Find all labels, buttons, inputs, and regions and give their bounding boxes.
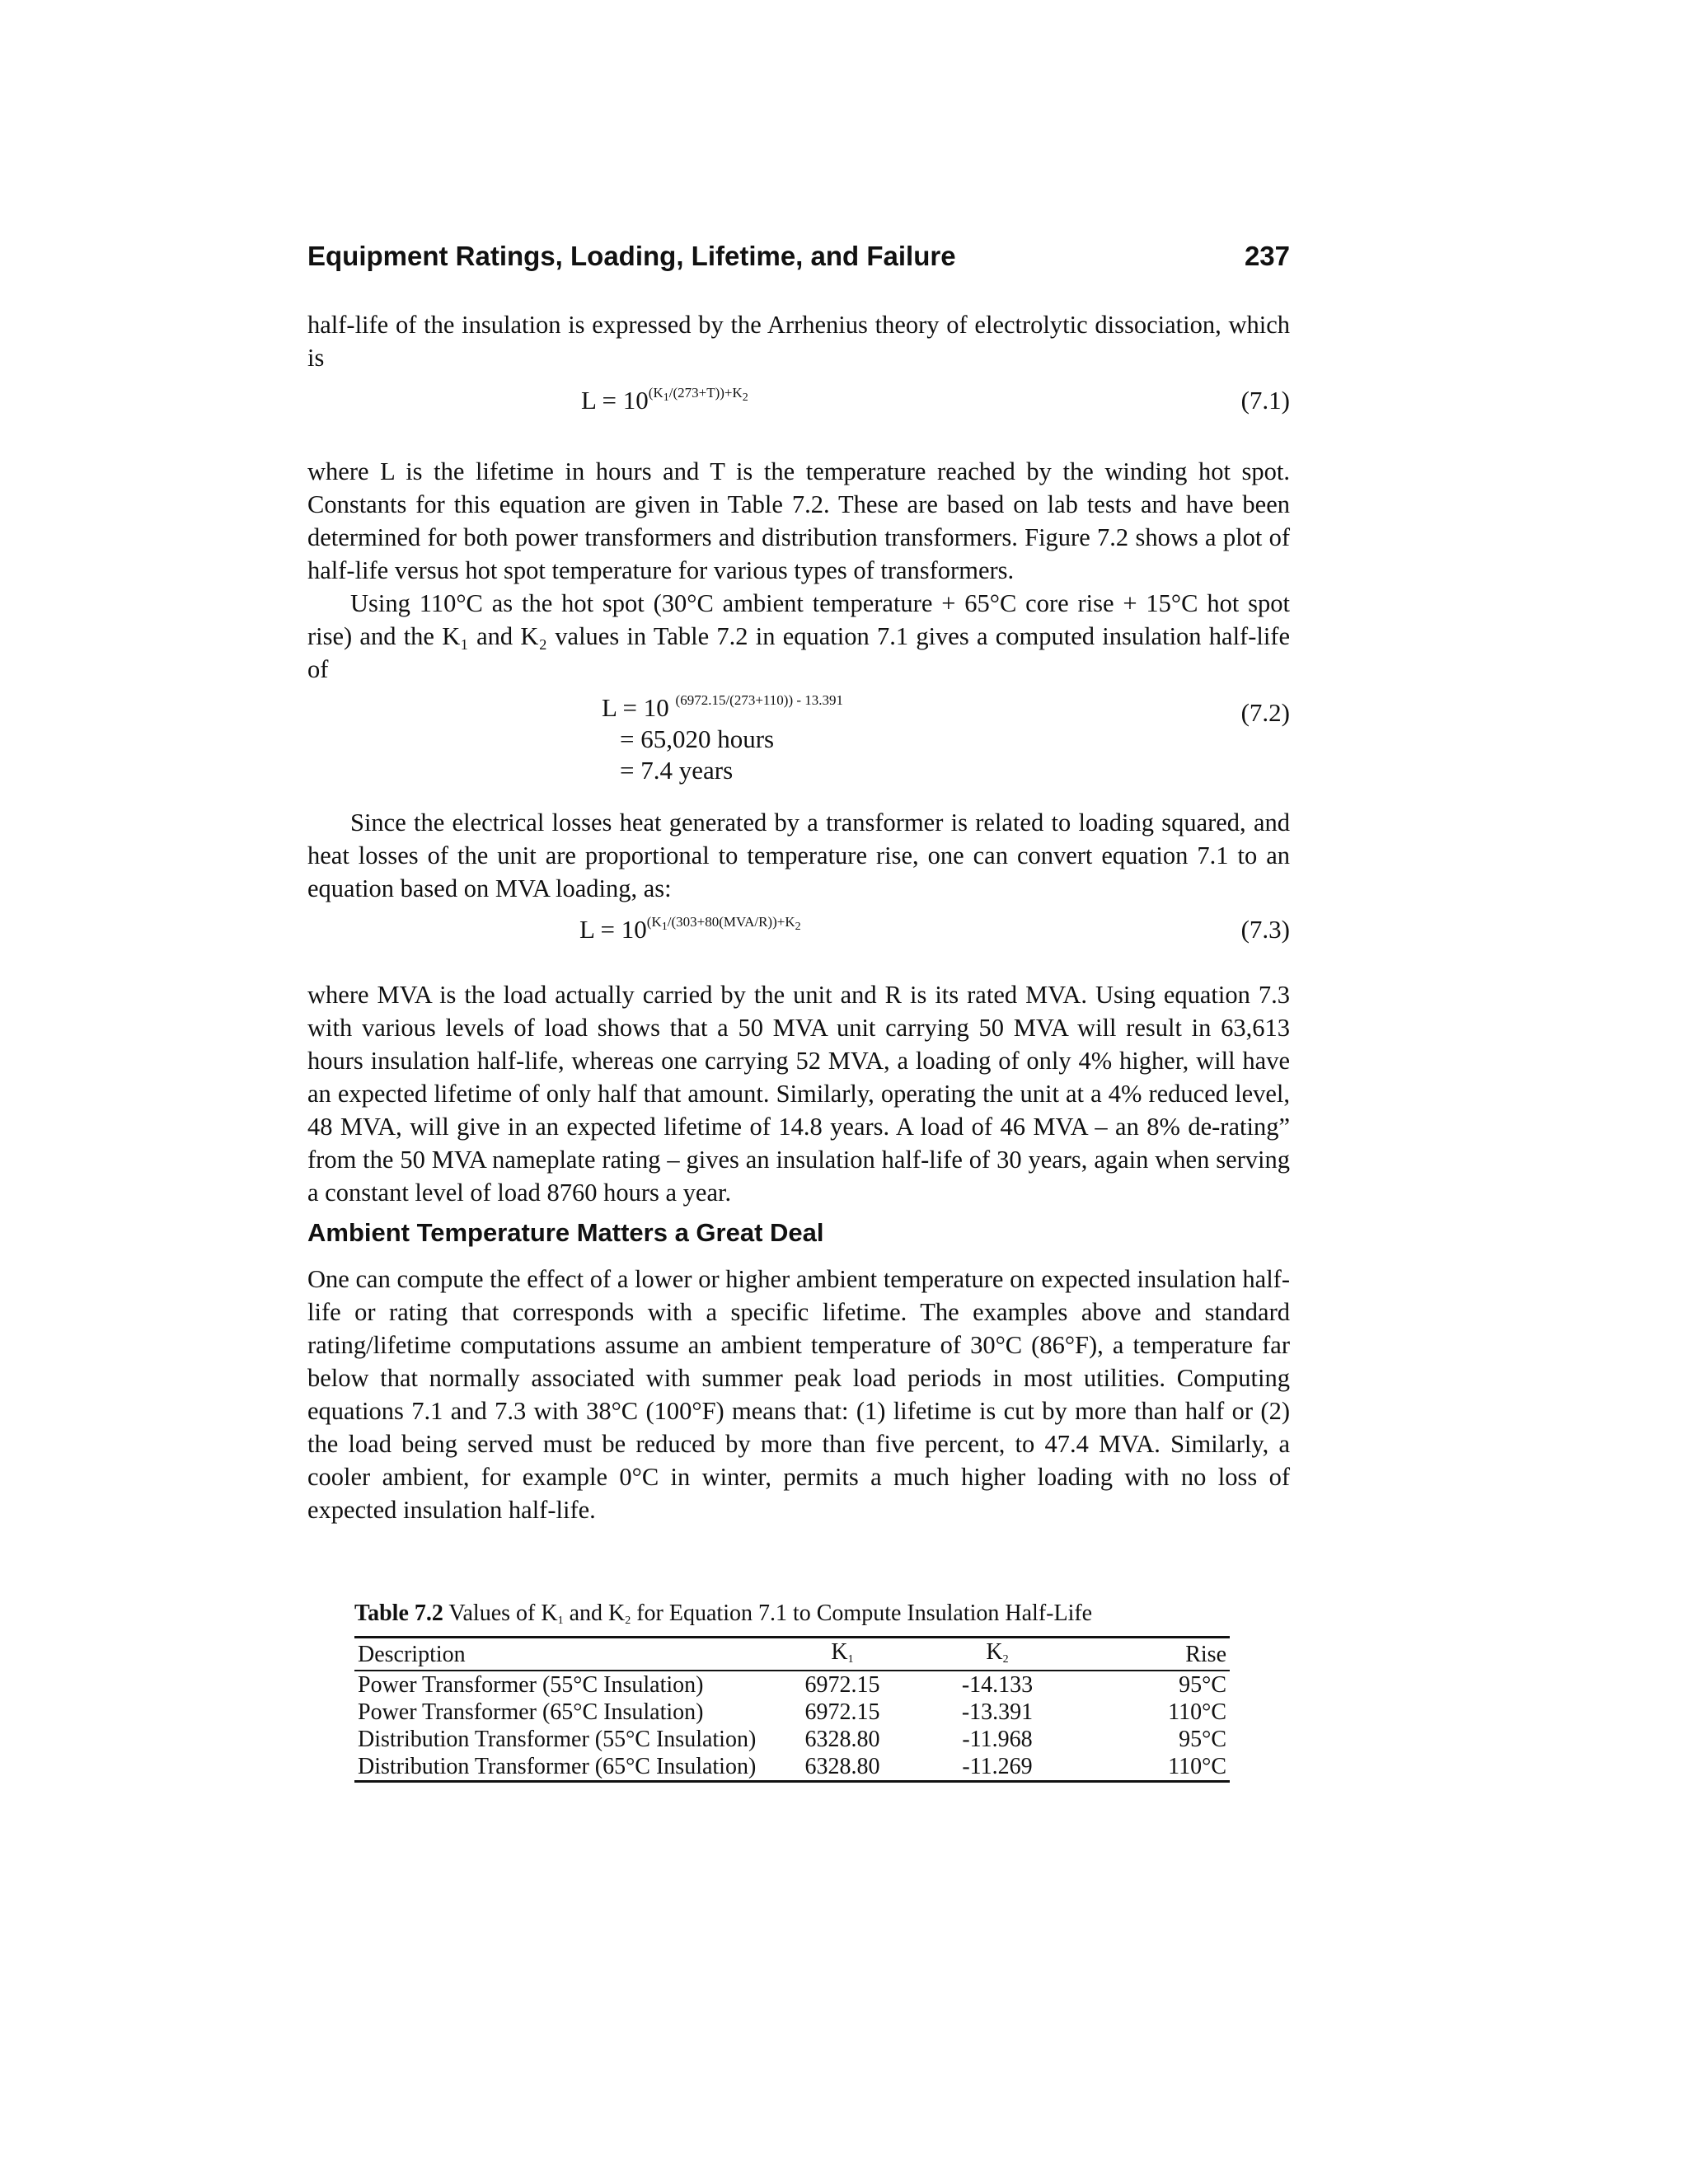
- equation-7-2: [602, 692, 1290, 786]
- table-caption-b: and K: [563, 1601, 626, 1626]
- header-k1: [773, 1638, 912, 1671]
- cell-description: Distribution Transformer (55°C Insulation): [358, 1727, 757, 1752]
- running-header-title: Equipment Ratings, Loading, Lifetime, and Failure: [307, 241, 956, 271]
- equation-7-1-exponent: [648, 385, 748, 404]
- table-caption-sub2: 2: [625, 1615, 631, 1627]
- paragraph-6: [307, 1263, 1290, 1526]
- cell-description: Distribution Transformer (65°C Insulation): [358, 1754, 757, 1779]
- equation-7-1-exp-sub2: 2: [742, 391, 748, 404]
- paragraph-2-text: where L is the lifetime in hours and T is the temperature reached by the winding hot spot. Constants for this equation are given in Table 7.2. These are based on lab tests and have been determined for both power transformers and distribution transformers. Figure 7.2 shows a plot of half-life versus hot spot temperature for various types of transformers.: [307, 457, 1290, 584]
- cell-k1: 6972.15: [804, 1672, 880, 1698]
- equation-7-1-exp-b: /(273+T))+K: [668, 385, 743, 401]
- paragraph-4: [307, 806, 1290, 905]
- table-caption-a: Values of K: [443, 1601, 558, 1626]
- table-caption-c: for Equation 7.1 to Compute Insulation Half-Life: [631, 1601, 1093, 1626]
- equation-7-2-body: [602, 692, 843, 728]
- paragraph-5: [307, 978, 1290, 1209]
- section-heading: Ambient Temperature Matters a Great Deal: [307, 1218, 824, 1247]
- table-caption: [354, 1599, 1230, 1633]
- table-caption-sub1: 1: [557, 1615, 564, 1627]
- equation-7-3-exp-a: (K: [646, 914, 662, 930]
- equation-7-3-exp-sub1: 1: [661, 921, 668, 933]
- equation-7-3-body: [579, 915, 801, 944]
- equation-7-3-exp-sub2: 2: [795, 921, 801, 933]
- paragraph-2: [307, 455, 1290, 587]
- table-caption-label: Table 7.2: [354, 1601, 443, 1626]
- table-header-row: [354, 1638, 1230, 1671]
- equation-7-3-number: (7.3): [1240, 915, 1290, 944]
- header-k1-label: K: [831, 1639, 848, 1665]
- equation-7-3: [307, 915, 1290, 956]
- paragraph-3-text: Using 110°C as the hot spot (30°C ambient temperature + 65°C core rise + 15°C hot spot rise) and the K₁ and K₂ values in Table 7.2 in equation 7.1 gives a computed insulation half-life of: [307, 589, 1290, 683]
- cell-k2: -11.968: [962, 1727, 1033, 1752]
- cell-k2: -14.133: [961, 1672, 1034, 1698]
- equation-7-1-exp-a: (K: [648, 385, 663, 401]
- cell-rise: 95°C: [1179, 1672, 1226, 1698]
- equation-7-2-number: (7.2): [1240, 698, 1290, 727]
- cell-k1: 6972.15: [804, 1699, 880, 1725]
- paragraph-1-text: half-life of the insulation is expressed by the Arrhenius theory of electrolytic dissociation, which is: [307, 311, 1290, 372]
- cell-description: Power Transformer (55°C Insulation): [358, 1672, 704, 1698]
- cell-k1: 6328.80: [804, 1754, 880, 1779]
- equation-7-3-exponent: [646, 914, 801, 933]
- cell-description: Power Transformer (65°C Insulation): [358, 1699, 704, 1725]
- equation-7-2-lhs: L = 10: [602, 693, 669, 722]
- header-k2-sub: 2: [1002, 1653, 1009, 1666]
- equation-7-2-exponent: (6972.15/(273+110)) - 13.391: [675, 692, 844, 708]
- equation-7-2-line-3: = 7.4 years: [620, 756, 734, 785]
- paragraph-3: [307, 587, 1290, 686]
- table-row: [354, 1699, 1230, 1726]
- equation-7-2-line-1: [602, 692, 1290, 727]
- equation-7-2-line-2: = 65,020 hours: [620, 724, 775, 753]
- running-header: [307, 241, 1290, 282]
- equation-7-1-number: (7.1): [1240, 386, 1290, 415]
- header-k1-sub: 1: [847, 1653, 854, 1666]
- table-7-2: [354, 1599, 1230, 1783]
- table-row: [354, 1726, 1230, 1753]
- table-row: [354, 1671, 1230, 1699]
- table-row: [354, 1753, 1230, 1782]
- insulation-table: [354, 1636, 1230, 1783]
- cell-rise: 110°C: [1168, 1754, 1226, 1779]
- cell-k2: -13.391: [961, 1699, 1034, 1725]
- cell-rise: 110°C: [1168, 1699, 1226, 1725]
- cell-rise: 95°C: [1179, 1727, 1226, 1752]
- equation-7-3-exp-b: /(303+80(MVA/R))+K: [667, 914, 795, 930]
- header-k2: [912, 1638, 1083, 1671]
- cell-k2: -11.269: [962, 1754, 1033, 1779]
- cell-k1: 6328.80: [804, 1727, 880, 1752]
- header-rise: Rise: [1185, 1641, 1226, 1667]
- paragraph-5-text: where MVA is the load actually carried by the unit and R is its rated MVA. Using equation 7.3 with various levels of load shows that a 50 MVA unit carrying 50 MVA will result in 63,613 hours insulation half-life, whereas one carrying 52 MVA, a loading of only 4% higher, will have an expected lifetime of only half that amount. Similarly, operating the unit at a 4% reduced level, 48 MVA, will give in an expected lifetime of 14.8 years. A load of 46 MVA – an 8% de-rating” from the 50 MVA nameplate rating – gives an insulation half-life of 30 years, again when serving a constant level of load 8760 hours a year.: [307, 981, 1290, 1207]
- page-number: 237: [1244, 241, 1290, 271]
- equation-7-3-lhs: L = 10: [579, 915, 647, 944]
- equation-7-1-body: [581, 386, 748, 415]
- equation-7-1: [307, 386, 1290, 427]
- paragraph-6-text: One can compute the effect of a lower or higher ambient temperature on expected insulation half-life or rating that corresponds with a specific lifetime. The examples above and standard rating/lifetime computations assume an ambient temperature of 30°C (86°F), a temperature far below that normally associated with summer peak load periods in most utilities. Computing equations 7.1 and 7.3 with 38°C (100°F) means that: (1) lifetime is cut by more than half or (2) the load being served must be reduced by more than five percent, to 47.4 MVA. Similarly, a cooler ambient, for example 0°C in winter, permits a much higher loading with no loss of expected insulation half-life.: [307, 1265, 1290, 1524]
- equation-7-1-lhs: L = 10: [581, 386, 649, 415]
- header-description: Description: [358, 1641, 466, 1667]
- paragraph-4-text: Since the electrical losses heat generated by a transformer is related to loading squared, and heat losses of the unit are proportional to temperature rise, one can convert equation 7.1 to an equation based on MVA loading, as:: [307, 808, 1290, 902]
- header-k2-label: K: [986, 1639, 1003, 1665]
- equation-7-1-exp-sub1: 1: [663, 391, 669, 404]
- paragraph-1: [307, 308, 1290, 374]
